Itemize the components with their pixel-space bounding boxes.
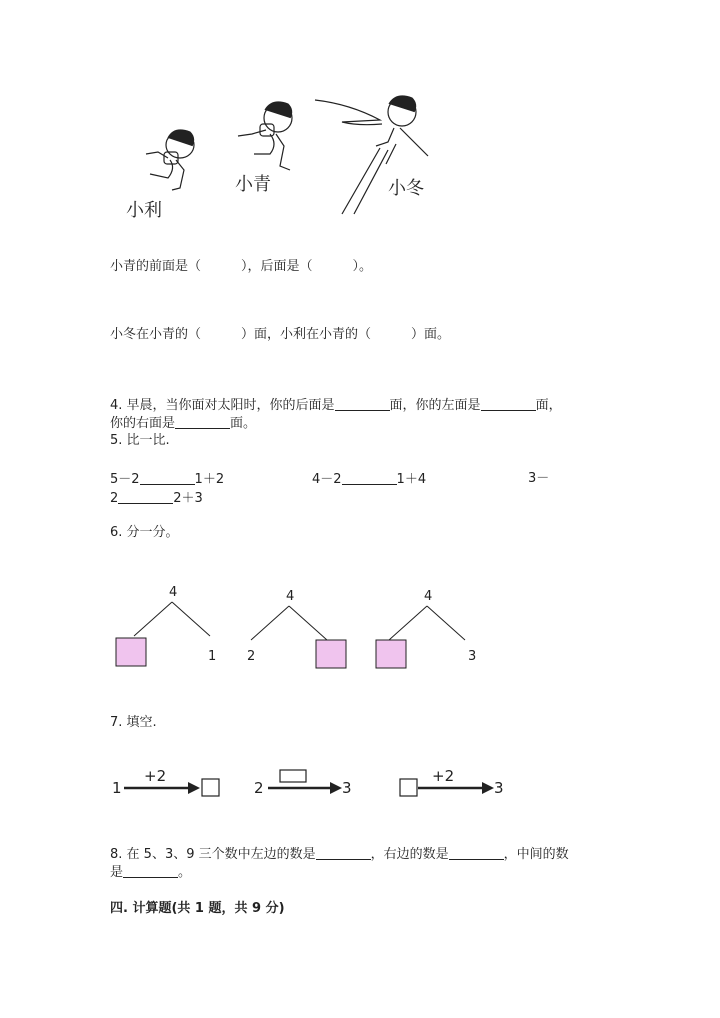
q4-text-a: 4. 早晨，当你面对太阳时，你的后面是 xyxy=(110,398,335,413)
arrow-3-op: +2 xyxy=(432,767,455,785)
q8-text-a: 8. 在 5、3、9 三个数中左边的数是 xyxy=(110,847,316,862)
section-4-heading: 四. 计算题(共 1 题，共 9 分) xyxy=(110,901,285,916)
q4-text-b: 面，你的左面是 xyxy=(389,398,481,413)
answer-blank-middle-number[interactable] xyxy=(123,863,178,878)
q5-item-3-right: 2＋3 xyxy=(173,491,203,506)
tree-3-top: 4 xyxy=(424,589,433,604)
answer-blank-compare-3[interactable] xyxy=(118,489,173,504)
q5-item-2-left: 4－2 xyxy=(312,472,342,487)
label-xiaoli: 小利 xyxy=(126,200,162,221)
arrow-2-start: 2 xyxy=(254,779,264,797)
question-6-title: 6. 分一分。 xyxy=(110,525,179,540)
q5-item-3-start: 3－ xyxy=(528,471,550,486)
arrow-3-end: 3 xyxy=(494,779,504,797)
tree-3-right: 3 xyxy=(468,649,477,664)
q4-text-d: 你的右面是 xyxy=(110,416,176,431)
tree-2-top: 4 xyxy=(286,589,295,604)
boy-xiaoli-drawing xyxy=(146,130,194,190)
q8-text-c: ，中间的数 xyxy=(503,847,569,862)
question-4-line-1 xyxy=(110,396,562,415)
answer-blank-left[interactable] xyxy=(481,396,536,411)
answer-blank-behind[interactable] xyxy=(335,396,390,411)
tree-1-answer-box xyxy=(116,638,146,666)
q5-item-2-right: 1＋4 xyxy=(396,472,427,487)
q4-text-e: 面。 xyxy=(230,416,257,431)
number-bond-svg xyxy=(110,578,480,678)
arrow-1-start: 1 xyxy=(112,779,122,797)
arrow-2-end: 3 xyxy=(342,779,352,797)
question-7-title: 7. 填空. xyxy=(110,715,157,730)
arrow-2-answer-box xyxy=(280,770,306,782)
question-sides xyxy=(110,326,450,344)
q4-text-c: 面， xyxy=(535,398,562,413)
question-8-line-1 xyxy=(110,845,569,864)
q5-item-1-right: 1＋2 xyxy=(194,472,225,487)
arrow-1-op: +2 xyxy=(144,767,167,785)
arrow-3-answer-box xyxy=(400,779,417,796)
tree-3-answer-box xyxy=(376,640,406,668)
question-front-back-text-2: ），后面是（ xyxy=(241,259,313,274)
label-xiaoqing: 小青 xyxy=(235,174,271,195)
q8-text-e: 。 xyxy=(178,865,192,880)
arrow-fill-svg xyxy=(110,764,510,804)
q5-item-3-left: 2 xyxy=(110,491,119,506)
q8-text-b: ，右边的数是 xyxy=(370,847,449,862)
answer-blank-compare-2[interactable] xyxy=(342,470,397,485)
answer-blank-compare-1[interactable] xyxy=(140,470,195,485)
tree-1-top: 4 xyxy=(169,585,178,600)
question-front-back xyxy=(110,258,372,276)
question-5-title: 5. 比一比. xyxy=(110,433,170,448)
answer-blank-left-number[interactable] xyxy=(316,845,371,860)
q8-text-d: 是 xyxy=(110,865,124,880)
question-sides-text-1: 小冬在小青的（ xyxy=(110,327,202,342)
arrow-fill-figure xyxy=(110,764,510,804)
number-bond-figure xyxy=(110,578,480,678)
q5-item-1-left: 5－2 xyxy=(110,472,140,487)
tree-2-left: 2 xyxy=(247,649,256,664)
q5-item-3-line-2 xyxy=(110,489,203,508)
label-xiaodong: 小冬 xyxy=(388,178,424,199)
question-sides-text-2: ）面，小利在小青的（ xyxy=(241,327,372,342)
question-front-back-text-3: ）。 xyxy=(352,259,373,274)
tree-2-answer-box xyxy=(316,640,346,668)
question-4-line-2 xyxy=(110,414,256,433)
answer-blank-right[interactable] xyxy=(175,414,230,429)
question-sides-text-3: ）面。 xyxy=(411,327,451,342)
question-front-back-text-1: 小青的前面是（ xyxy=(110,259,202,274)
question-8-line-2 xyxy=(110,863,191,882)
answer-blank-right-number[interactable] xyxy=(449,845,504,860)
arrow-1-answer-box xyxy=(202,779,219,796)
q5-item-1 xyxy=(110,470,224,489)
q5-item-2 xyxy=(312,470,426,489)
boy-xiaoqing-drawing xyxy=(238,102,292,170)
tree-1-right: 1 xyxy=(208,649,217,664)
